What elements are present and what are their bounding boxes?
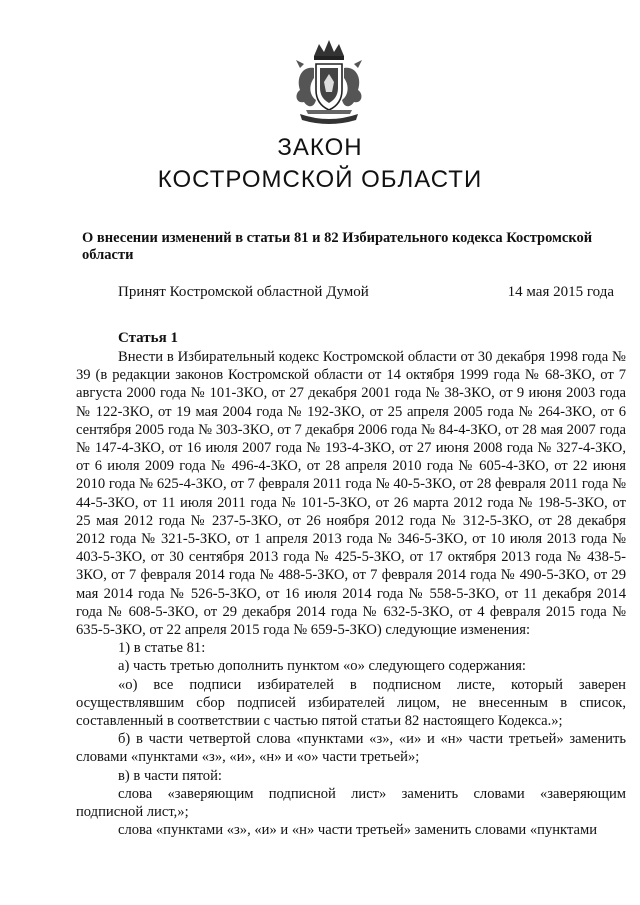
article-heading: Статья 1 bbox=[118, 330, 178, 346]
list-item: слова «пунктами «з», «и» и «н» части третьей» заменить словами «пунктами bbox=[118, 822, 598, 839]
article-intro-paragraph: Внести в Избирательный кодекс Костромской области от 30 декабря 1998 года № 39 (в редакции законов Костромской области от 14 октября 1999 года № 68-ЗКО, от 7 августа 2000 года № 101-ЗКО, от 27 декабря 2001 года № 38-ЗКО, от 9 июня 2003 года № 122-ЗКО, от 19 мая 2004 года № 192-ЗКО, от 25 апреля 2005 года № 264-ЗКО, от 6 сентября 2005 года № 303-ЗКО, от 7 декабря 2006 года № 84-4-ЗКО, от 28 мая 2007 года № 147-4-ЗКО, от 16 июля 2007 года № 193-4-ЗКО, от 27 июня 2008 года № 327-4-ЗКО, от 6 июля 2009 года № 496-4-ЗКО, от 28 апреля 2010 года № 605-4-ЗКО, от 22 июня 2010 года № 625-4-ЗКО, от 7 февраля 2011 года № 40-5-ЗКО, от 28 февраля 2011 года № 44-5-ЗКО, от 11 июля 2011 года № 101-5-ЗКО, от 26 марта 2012 года № 198-5-ЗКО, от 25 мая 2012 года № 237-5-ЗКО, от 26 ноября 2012 года № 312-5-ЗКО, от 28 декабря 2012 года № 321-5-ЗКО, от 1 апреля 2013 года № 346-5-ЗКО, от 10 июля 2013 года № 403-5-ЗКО, от 30 сентября 2013 года № 425-5-ЗКО, от 17 октября 2013 года № 438-5-ЗКО, от 7 февраля 2014 года № 488-5-ЗКО, от 7 февраля 2014 года № 490-5-ЗКО, от 29 мая 2014 года № 526-5-ЗКО, от 16 июля 2014 года № 558-5-ЗКО, от 11 декабря 2014 года № 608-5-ЗКО, от 29 декабря 2014 года № 632-5-ЗКО, от 4 февраля 2015 года № 635-5-ЗКО, от 22 апреля 2015 года № 659-5-ЗКО) следующие изменения: bbox=[76, 349, 626, 639]
list-item: «о) все подписи избирателей в подписном листе, который заверен осуществлявшим сбор подписей избирателей лицом, не внесенным в список, составленный в соответствии с частью пятой статьи 82 настоящего Кодекса.»; bbox=[76, 676, 626, 730]
article-body bbox=[76, 348, 626, 839]
list-item: в) в части пятой: bbox=[118, 767, 222, 784]
list-item: 1) в статье 81: bbox=[118, 640, 206, 657]
list-item: б) в части четвертой слова «пунктами «з», «и» и «н» части третьей» заменить словами «пунктами «з», «и», «н» и «о» части третьей»; bbox=[76, 731, 626, 766]
adoption-date: 14 мая 2015 года bbox=[507, 284, 614, 300]
crown-icon bbox=[314, 40, 344, 56]
law-subject-heading: О внесении изменений в статьи 81 и 82 Избирательного кодекса Костромской области bbox=[82, 230, 593, 263]
adopted-by: Принят Костромской областной Думой bbox=[118, 284, 369, 300]
list-item: а) часть третью дополнить пунктом «о» следующего содержания: bbox=[118, 658, 526, 675]
list-item: слова «заверяющим подписной лист» заменить словами «заверяющим подписной лист,»; bbox=[76, 785, 626, 821]
coat-of-arms-emblem bbox=[286, 38, 372, 126]
document-title-line1: ЗАКОН bbox=[277, 134, 363, 161]
document-title-line2: КОСТРОМСКОЙ ОБЛАСТИ bbox=[157, 166, 483, 193]
